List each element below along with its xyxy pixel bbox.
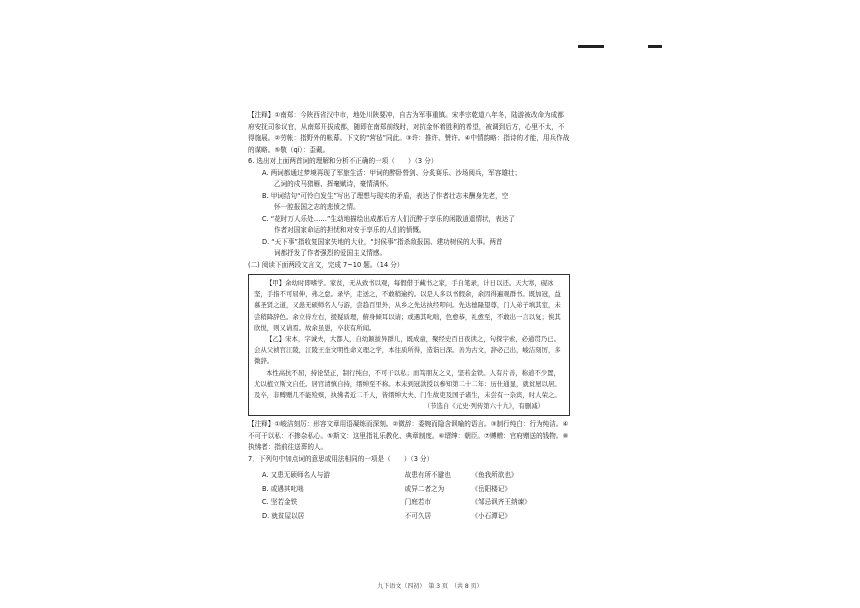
q7-a-source: 《鱼我所欲也》 [471, 471, 518, 480]
edge-mark [648, 45, 662, 48]
q7-b-sentence: B. 或遇其叱咄 [262, 484, 304, 493]
table-row [248, 510, 548, 524]
q6-option-a: A. 两词都通过梦境再现了军旅生活：甲词的醉卧營剑、分炙赛乐、沙场阅兵，军容雄壮； [262, 168, 522, 177]
q7-c-compare: 门庭若市 [404, 498, 432, 507]
q7-d-source: 《小石潭记》 [471, 511, 511, 520]
question-6-stem: 6. 选出对上面两首词的理解和分析不正确的一项（ ）（3 分） [248, 157, 438, 165]
q6-option-d: D. “天下事”指收复国家失地的大业，“封侯事”指杀敌报国、建功树侯的大事。两首 [262, 237, 503, 246]
q6-option-b-cont: 怀一腔报国之志的悲愤之情。 [274, 203, 360, 211]
passage-notes: 【注释】①峻洁刻厉：形容文章用语凝练而深刻。②微辞：委婉而隐含讽喻的语言。③制行纯白：行为纯洁。④不可干以私：不掺杂私心。⑤斯文：这里指礼乐教化、典章制度。⑥缙绅：朝臣。⑦赙赠：官府赠送的钱物。⑧执绋者：指前往送葬的人。 [248, 420, 569, 452]
q7-d-sentence: D. 就贫屋以居 [262, 511, 305, 520]
q6-option-c: C. “花时万人乐处……”生动地描绘出成都后方人们沉醉于享乐的闲散逍遥情状，表达了 [262, 214, 516, 223]
question-7-stem: 7．下列句中加点词的意思或用法相同的一项是（ ）（3 分） [248, 454, 434, 463]
exam-content [248, 110, 570, 523]
q7-b-source: 《岳阳楼记》 [471, 484, 511, 493]
table-row [248, 469, 548, 483]
q6-option-a-cont: 乙词的戍马猎雁、挥毫赋诗，豪情满怀。 [274, 180, 393, 188]
q7-options-table [248, 469, 548, 523]
q6-option-c-cont: 作者对国家命运的担忧和对安于享乐的人们的愤慨。 [274, 226, 426, 234]
section-heading: (二) 阅读下面两段文言文，完成 7~10 题。（14 分） [248, 260, 404, 269]
q6-option-d-cont: 词都抒发了作者强烈的爱国主义情感。 [274, 249, 387, 257]
q7-d-compare: 不可久居 [404, 511, 432, 520]
q7-a-compare: 故患有所不避也 [404, 471, 451, 480]
q7-c-source: 《邹忌讽齐王纳谏》 [471, 498, 531, 507]
scan-edge-marks [578, 45, 668, 53]
edge-mark [578, 45, 604, 48]
q7-b-compare: 或异二者之为 [404, 484, 445, 493]
q7-c-sentence: C. 坚若金铁 [262, 498, 298, 507]
passage-box [248, 274, 570, 416]
table-row [248, 496, 548, 510]
q7-a-sentence: A. 又患无硕师名人与游 [262, 471, 330, 480]
table-row [248, 483, 548, 497]
passage-a: 【甲】余幼时即嗜学。家贫，无从致书以观，每假借于藏书之家，手自笔录，计日以还。天大寒，砚冰坚，手指不可屈伸，弗之怠。录毕，走送之，不敢稍逾约。以是人多以书假余，余因得遍观群书。既加冠，益慕圣贤之道，又患无硕师名人与游，尝趋百里外，从乡之先达执经叩问。先达德隆望尊，门人弟子填其室，未尝稍降辞色。余立侍左右，援疑质理，俯身倾耳以请；或遇其叱咄，色愈恭，礼愈至，不敢出一言以复；俟其欣悦，则又请焉。故余虽愚，卒获有所闻。 [254, 279, 561, 332]
poem-notes: 【注释】①南郑：今陕西省汉中市，地处川陕要冲，自古为军事重镇。宋孝宗乾道八年冬，陆游被改命为成都府安抚司参议官，从南郑开拔成都，随即在南郑前线时，对抗金怀着胜利的希望，被调到后方，心里不太，不得施展。②劳帐：指野外的帐幕。下文的“营毡”同此。③许：推许、赞许。④中情韵略：指诗的才能，用兵作战的谋略。⑤敬（qí）：歪戴。 [248, 111, 570, 154]
passage-b: 【乙】宋本，字诚夫，大都人，自幼颖拔异群儿，既成童，聚经史百日夜读之，句探字索，必通贯乃已。会从父祯官江陵，江陵王奎文明性命义理之学，本往质所得，造诣日深。善为古文，辞必己出，峻洁刻厉，多微辞。 [254, 335, 561, 366]
q6-option-b: B. 甲词结句“可怜白发生”写出了理想与现实的矛盾，表达了作者壮志未酬身先老，空 [262, 191, 509, 200]
passage-b-para2: 本性高抗不屈，持论坚正，制行纯白，不可干以私；而笃朋友之义，坚若金铁。人有片善，称道不少置，尤以植立斯文自任。居官清慎自持，缙绅至不称。本未到冠款授以参知第二十二年：历仕通显，就贫屋以居。及卒，非赙赠几不能殓殡，执绋者近二千人，皆缙绅大夫、门生故吏及国子诸生，未尝有一杂宾，时人荣之。 [254, 368, 561, 400]
page-footer: 九下语文（四初） 第 3 页 （共 8 页） [377, 583, 483, 590]
passage-source: （节选自《元史·列传第六十九》，有删减） [423, 402, 544, 411]
